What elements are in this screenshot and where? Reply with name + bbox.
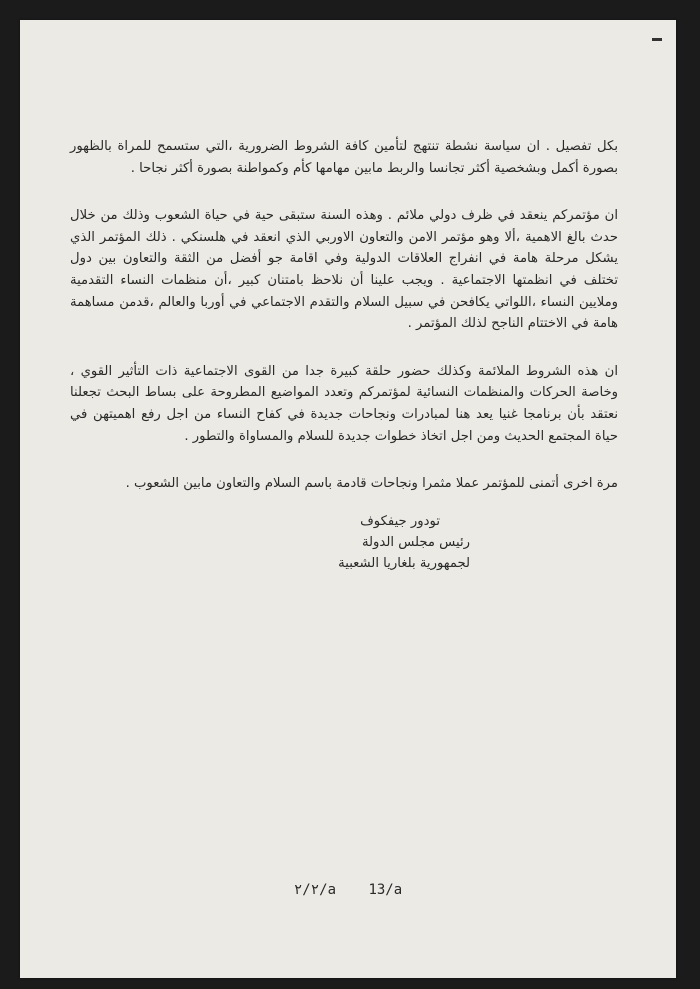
footer-ref-right: 13/a — [368, 882, 403, 898]
corner-mark — [652, 38, 662, 41]
signature-block — [70, 511, 618, 574]
footer-ref-left: ٢/٢/a — [293, 882, 336, 898]
paragraph-4: مرة اخرى أتمنى للمؤتمر عملا مثمرا ونجاحات قادمة باسم السلام والتعاون مابين الشعوب . — [125, 476, 618, 492]
signatory-country: لجمهورية بلغاريا الشعبية — [338, 555, 470, 571]
paragraph-1: بكل تفصيل . ان سياسة نشطة تنتهج لتأمين كافة الشروط الضرورية ،التي ستسمح للمراة بالظهور بصورة أكمل وبشخصية أكثر تجانسا والربط مابين مهامها كأم وكمواطنة بصورة أكثر نجاحا . — [70, 139, 618, 176]
page-footer — [20, 882, 676, 898]
paragraph-3: ان هذه الشروط الملائمة وكذلك حضور حلقة كبيرة جدا من القوى الاجتماعية ذات التأثير القوي ، وخاصة الحركات والمنظمات النسائية لمؤتمركم وتعدد المواضيع المطروحة على بساط البحث تجعلنا نعتقد بأن برنامجا غنيا يعد هنا لمبادرات ونجاحات جديدة في كفاح النساء من اجل رفع اهميتهن في حياة المجتمع الحديث ومن اجل اتخاذ خطوات جديدة للسلام والمساواة والتطور . — [70, 363, 618, 444]
paragraph-2: ان مؤتمركم ينعقد في ظرف دولي ملائم . وهذه السنة ستبقى حية في حياة الشعوب وذلك من خلال حدث بالغ الاهمية ،ألا وهو مؤتمر الامن والتعاون الاوربي الذي انعقد في هلسنكي . ذلك المؤتمر الذي يشكل مرحلة هامة في انفراج العلاقات الدولية وفي اقامة جو أفضل من الثقة والتعاون بين دول تختلف في انظمتها الاجتماعية . ويجب علينا أن نلاحظ بامتنان كبير ،أن منظمات النساء التقدمية وملايين النساء ،اللواتي يكافحن في سبيل السلام والتقدم الاجتماعي في أوربا والعالم ،قدمن مساهمة هامة في الاختتام الناجح لذلك المؤتمر . — [70, 208, 618, 332]
document-page — [20, 20, 676, 978]
signatory-title: رئيس مجلس الدولة — [361, 534, 470, 550]
signatory-name: تودور جيفكوف — [360, 513, 440, 529]
letter-body — [70, 136, 618, 574]
